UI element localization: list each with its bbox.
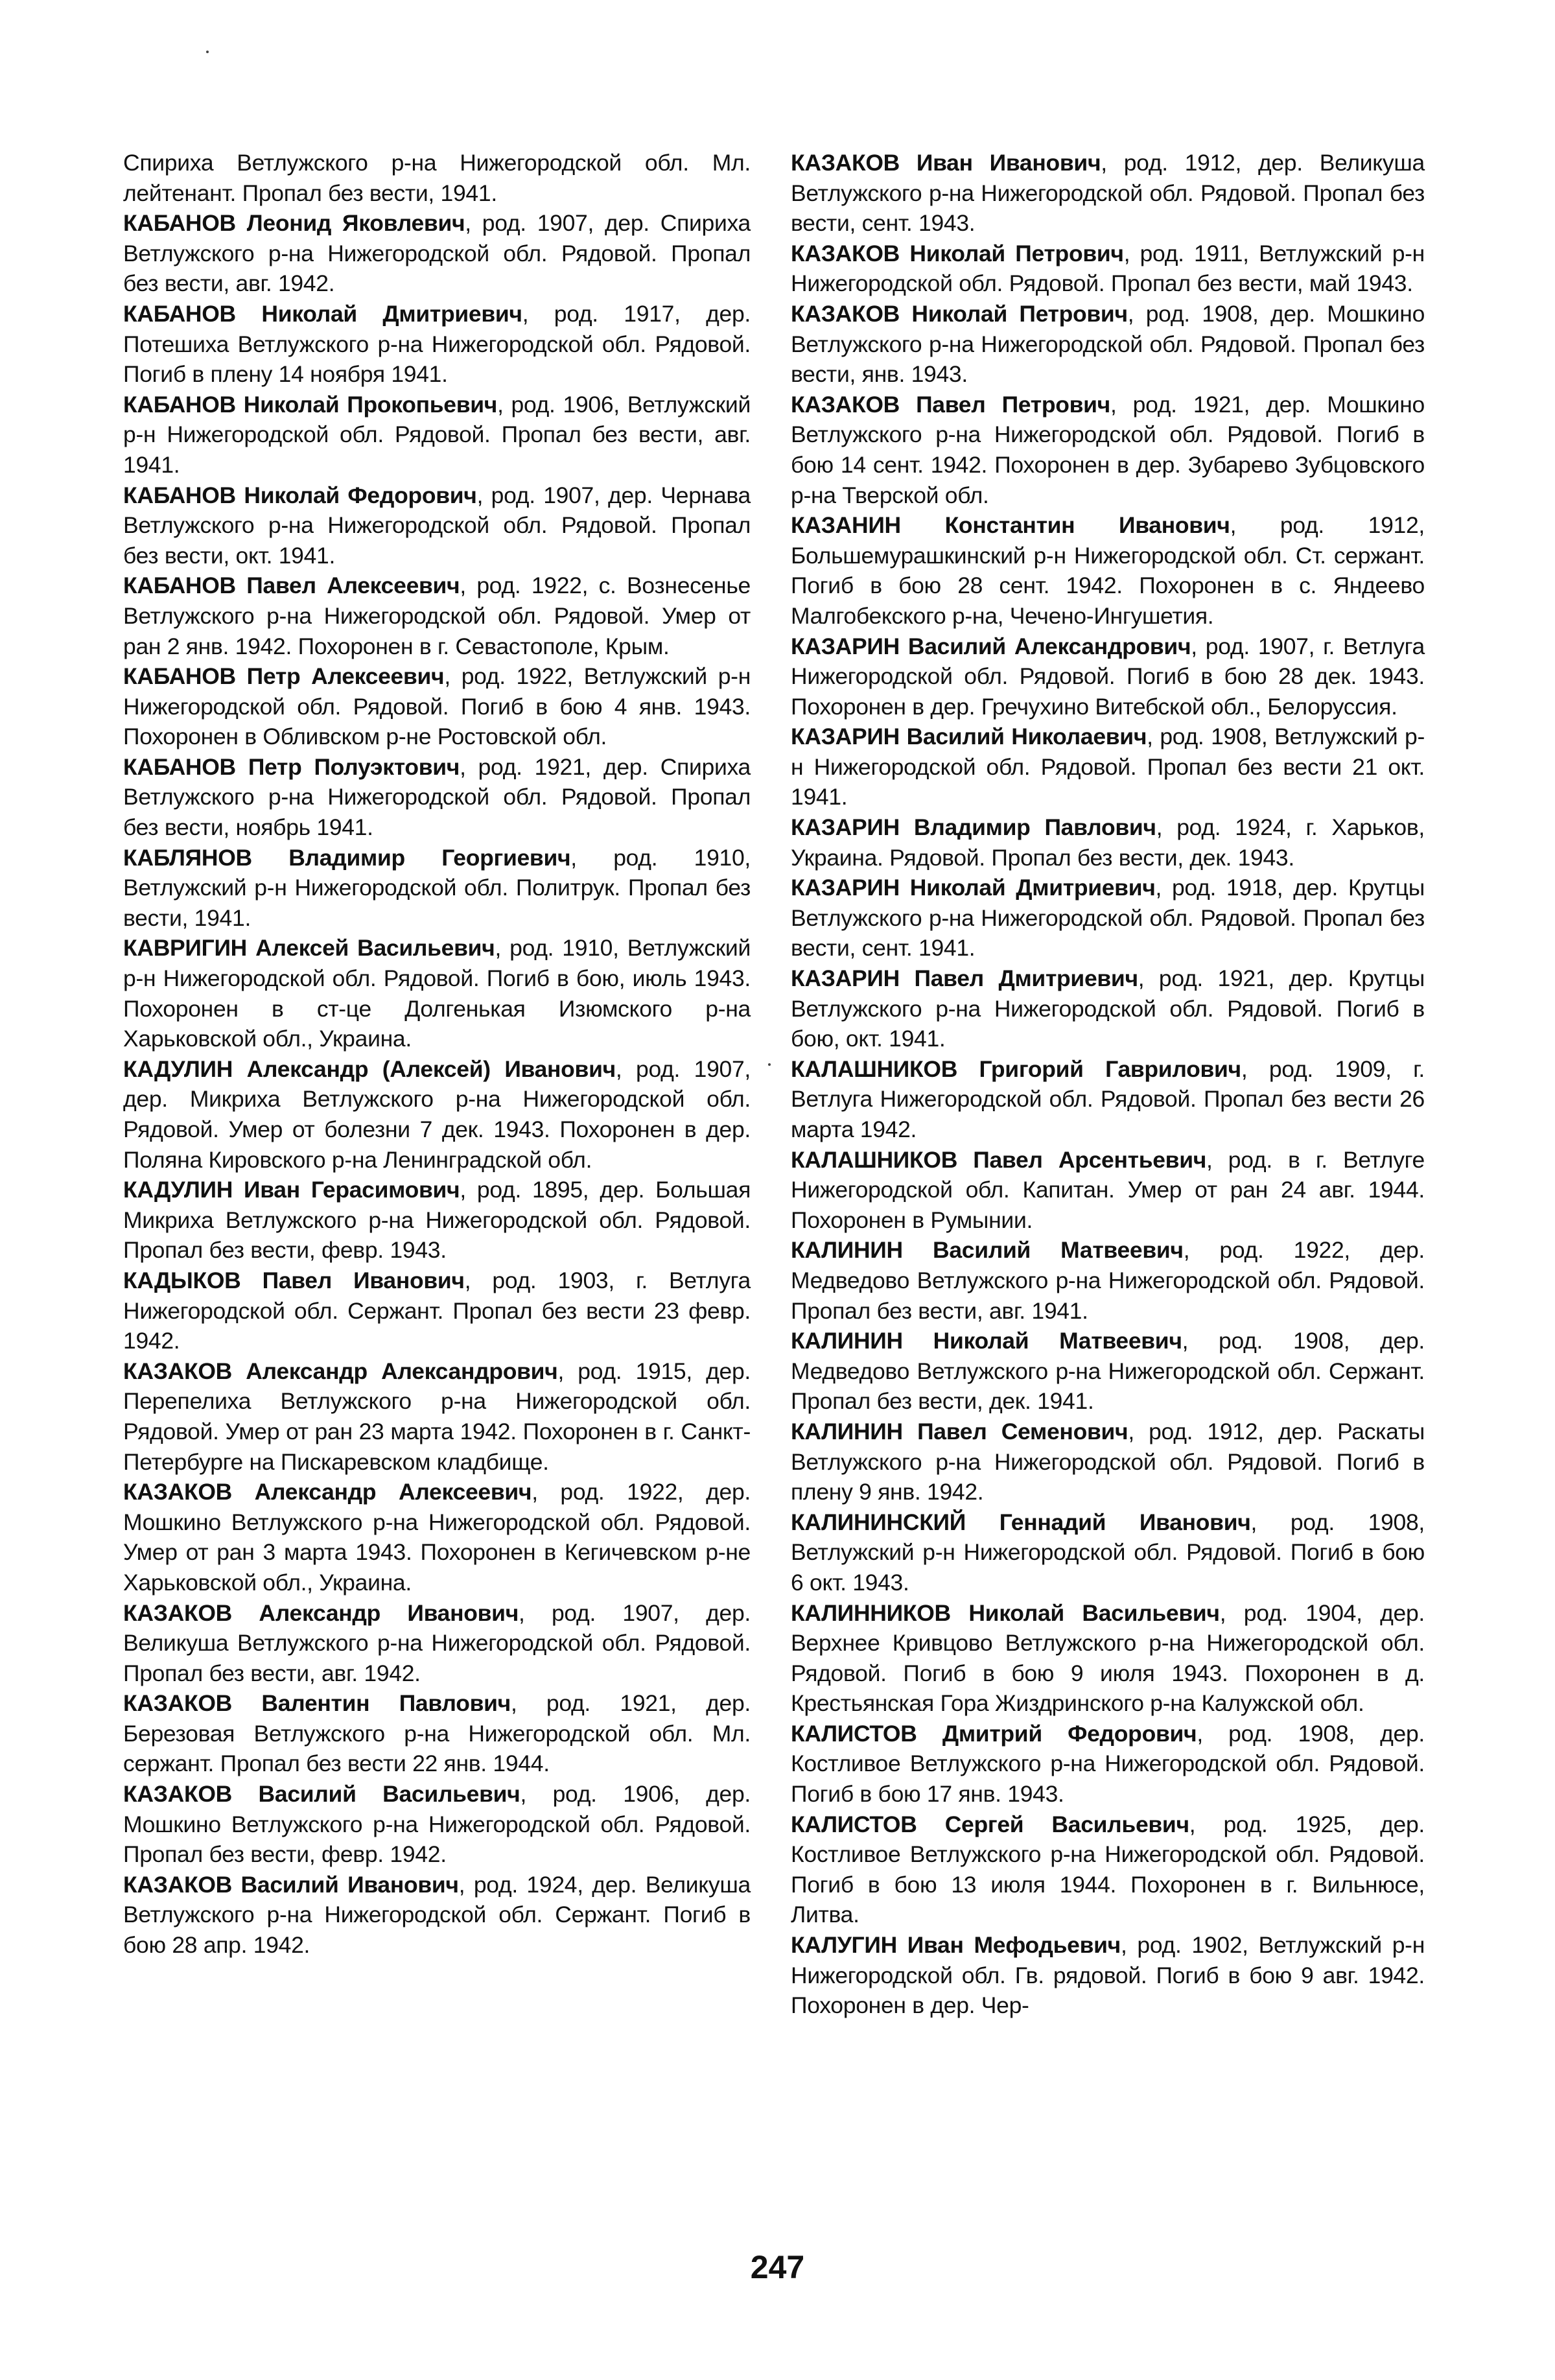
entry-name: КАЗАРИН Владимир Павлович [791,814,1156,841]
entry-details: , род. 1924, дер. Великуша Ветлужского р-на Нижегородской обл. Сержант. Погиб в бою 28 апр. 1942. [123,1871,751,1959]
memorial-entry [791,1145,1425,1236]
memorial-entry [123,148,751,208]
entry-details: , род. 1912, дер. Великуша Ветлужского р-на Нижегородской обл. Рядовой. Пропал без вести, сент. 1943. [791,150,1425,237]
entry-details: , род. 1924, г. Харьков, Украина. Рядовой. Пропал без вести, дек. 1943. [791,814,1425,871]
column-right [791,148,1425,2021]
entry-name: КАБАНОВ Петр Алексеевич [123,663,445,690]
page-number: 247 [750,2249,805,2285]
entry-details: , род. 1904, дер. Верхнее Кривцово Ветлужского р-на Нижегородской обл. Рядовой. Погиб в бою 9 июля 1943. Похоронен в д. Крестьянская Гора Жиздринского р-на Калужской обл. [791,1599,1425,1717]
entry-name: КАБАНОВ Павел Алексеевич [123,572,460,599]
memorial-entry [123,299,751,390]
memorial-entry [791,722,1425,812]
entry-name: КАЛИНИН Николай Матвеевич [791,1328,1182,1354]
entry-details: , род. 1909, г. Ветлуга Нижегородской обл. Рядовой. Пропал без вести 26 марта 1942. [791,1055,1425,1142]
entry-details: , род. 1917, дер. Потешиха Ветлужского р-на Нижегородской обл. Рядовой. Погиб в плену 14 ноября 1941. [123,300,751,388]
entry-name: КАЛИНИНСКИЙ Геннадий Иванович [791,1509,1251,1535]
memorial-entry [123,571,751,661]
entry-details: , род. 1908, дер. Медведово Ветлужского р-на Нижегородской обл. Сержант. Пропал без вести, дек. 1941. [791,1328,1425,1415]
entry-name: КАБАНОВ Петр Полуэктович [123,753,460,780]
memorial-entry [123,208,751,299]
entry-name: КАЛИНИН Василий Матвеевич [791,1237,1184,1264]
memorial-entry [791,239,1425,299]
entry-name: КАЗАРИН Василий Николаевич [791,724,1147,750]
entry-name: КАЗАКОВ Василий Васильевич [123,1781,520,1808]
entry-name: КАЗАКОВ Иван Иванович [791,150,1101,176]
entry-name: КАДУЛИН Иван Герасимович [123,1177,460,1203]
entry-details: , род. 1908, дер. Костливое Ветлужского р-на Нижегородской обл. Рядовой. Погиб в бою 17 янв. 1943. [791,1720,1425,1808]
entry-name: КАБЛЯНОВ Владимир Георгиевич [123,844,571,871]
entry-details: , род. 1903, г. Ветлуга Нижегородской обл. Сержант. Пропал без вести 23 февр. 1942. [123,1267,751,1354]
memorial-entry [791,1326,1425,1417]
entry-name: КАДЫКОВ Павел Иванович [123,1267,465,1293]
entry-details: , род. 1922, дер. Медведово Ветлужского р-на Нижегородской обл. Рядовой. Пропал без вести, авг. 1941. [791,1237,1425,1324]
entry-details: , род. 1915, дер. Перепелиха Ветлужского р-на Нижегородской обл. Рядовой. Умер от ран 23 марта 1942. Похоронен в г. Санкт-Петербурге на Пискаревском кладбище. [123,1358,751,1475]
entry-details: , род. 1910, Ветлужский р-н Нижегородской обл. Рядовой. Погиб в бою, июль 1943. Похоронен в ст-це Долгенькая Изюмского р-на Харьковской обл., Украина. [123,935,751,1052]
entry-name: КАЗАКОВ Николай Петрович [791,300,1128,327]
entry-name: КАЗАКОВ Валентин Павлович [123,1690,511,1717]
memorial-entry [791,1809,1425,1930]
memorial-entry [791,1719,1425,1809]
entry-name: КАБАНОВ Николай Дмитриевич [123,300,522,327]
entry-name: КАЗАРИН Василий Александрович [791,633,1191,659]
memorial-entry [791,148,1425,239]
entry-details: , род. 1921, дер. Крутцы Ветлужского р-на Нижегородской обл. Рядовой. Погиб в бою, окт. 1941. [791,965,1425,1052]
memorial-entry [123,1598,751,1689]
entry-details: , род. 1907, дер. Спириха Ветлужского р-на Нижегородской обл. Рядовой. Пропал без вести, авг. 1942. [123,210,751,297]
memorial-entry [123,1175,751,1266]
entry-name: КАЗАКОВ Василий Иванович [123,1871,459,1898]
memorial-entry [791,631,1425,722]
memorial-entry [791,1054,1425,1145]
memorial-entry [123,480,751,571]
memorial-entry [123,1688,751,1779]
entry-details: , род. 1907, дер. Микриха Ветлужского р-на Нижегородской обл. Рядовой. Умер от болезни 7 дек. 1943. Похоронен в дер. Поляна Кировского р-на Ленинградской обл. [123,1055,751,1173]
entry-details: , род. 1908, дер. Мошкино Ветлужского р-на Нижегородской обл. Рядовой. Пропал без вести, янв. 1943. [791,300,1425,388]
memorial-entry [791,963,1425,1054]
scan-speck [206,51,209,53]
entry-details: , род. 1922, Ветлужский р-н Нижегородской обл. Рядовой. Погиб в бою 4 янв. 1943. Похоронен в Обливском р-не Ростовской обл. [123,663,751,750]
memorial-entry [123,1870,751,1961]
entry-name: КАЗАКОВ Александр Иванович [123,1599,519,1626]
entry-details: , род. 1908, Ветлужский р-н Нижегородской обл. Рядовой. Пропал без вести 21 окт. 1941. [791,724,1425,810]
entry-name: КАДУЛИН Александр (Алексей) Иванович [123,1055,616,1082]
entry-details: , род. 1906, дер. Мошкино Ветлужского р-на Нижегородской обл. Рядовой. Пропал без вести, февр. 1942. [123,1781,751,1868]
entry-name: КАВРИГИН Алексей Васильевич [123,935,495,961]
entry-details: , род. 1912, Большемурашкинский р-н Нижегородской обл. Ст. сержант. Погиб в бою 28 сент. 1942. Похоронен в с. Яндеево Малгобекского р-на, Чечено-Ингушетия. [791,512,1425,629]
memorial-entry [791,299,1425,390]
memorial-entry [123,1266,751,1356]
entry-name: КАЗАНИН Константин Иванович [791,512,1230,539]
entry-name: КАЛАШНИКОВ Павел Арсентьевич [791,1146,1207,1173]
memorial-entry [791,1930,1425,2021]
entry-details: , род. 1911, Ветлужский р-н Нижегородской обл. Рядовой. Пропал без вести, май 1943. [791,240,1425,297]
memorial-entry [123,1356,751,1477]
entry-name: КАБАНОВ Николай Федорович [123,482,477,508]
entry-details: , род. 1918, дер. Крутцы Ветлужского р-на Нижегородской обл. Рядовой. Пропал без вести, сент. 1941. [791,875,1425,961]
entry-details: , род. 1910, Ветлужский р-н Нижегородской обл. Политрук. Пропал без вести, 1941. [123,844,751,931]
entry-details: , род. 1907, дер. Чернава Ветлужского р-на Нижегородской обл. Рядовой. Пропал без вести, окт. 1941. [123,482,751,569]
memorial-entry [123,933,751,1054]
entry-name: КАЗАКОВ Павел Петрович [791,391,1110,418]
column-left [123,148,751,1961]
entry-name: КАБАНОВ Леонид Яковлевич [123,210,465,237]
entry-details: , род. 1907, г. Ветлуга Нижегородской обл. Рядовой. Погиб в бою 28 дек. 1943. Похоронен в дер. Гречухино Витебской обл., Белоруссия. [791,633,1425,720]
memorial-entry [123,1779,751,1870]
entry-name: КАЛИНИН Павел Семенович [791,1418,1128,1444]
entry-name: КАБАНОВ Николай Прокопьевич [123,391,498,418]
entry-details: , род. 1922, дер. Мошкино Ветлужского р-на Нижегородской обл. Рядовой. Умер от ран 3 марта 1943. Похоронен в Кегичевском р-не Харьковской обл., Украина. [123,1479,751,1596]
memorial-entry [791,1235,1425,1326]
entry-name: КАЛИННИКОВ Николай Васильевич [791,1599,1220,1626]
entry-name: КАЛИСТОВ Сергей Васильевич [791,1811,1189,1837]
entry-name: КАЛУГИН Иван Мефодьевич [791,1932,1121,1959]
entry-details: , род. 1912, дер. Раскаты Ветлужского р-на Нижегородской обл. Рядовой. Погиб в плену 9 янв. 1942. [791,1418,1425,1505]
memorial-entry [791,390,1425,510]
entry-name: КАЛИСТОВ Дмитрий Федорович [791,1720,1197,1747]
entry-details: , род. 1908, Ветлужский р-н Нижегородской обл. Рядовой. Погиб в бою 6 окт. 1943. [791,1509,1425,1596]
entry-name: КАЗАКОВ Александр Александрович [123,1358,558,1384]
memorial-entry [123,752,751,843]
entry-name: КАЗАКОВ Александр Алексеевич [123,1479,532,1505]
memorial-entry [123,1477,751,1597]
entry-details: , род. 1902, Ветлужский р-н Нижегородской обл. Гв. рядовой. Погиб в бою 9 авг. 1942. Похоронен в дер. Чер- [791,1932,1425,2019]
entry-name: КАЗАРИН Павел Дмитриевич [791,965,1138,992]
entry-details: , род. 1925, дер. Костливое Ветлужского р-на Нижегородской обл. Рядовой. Погиб в бою 13 июля 1944. Похоронен в г. Вильнюсе, Литва. [791,1811,1425,1928]
entry-details: , род. 1921, дер. Березовая Ветлужского р-на Нижегородской обл. Мл. сержант. Пропал без вести 22 янв. 1944. [123,1690,751,1777]
entry-name: КАЗАКОВ Николай Петрович [791,240,1124,266]
scan-speck [768,1063,771,1066]
entry-details: , род. 1907, дер. Великуша Ветлужского р-на Нижегородской обл. Рядовой. Пропал без вести, авг. 1942. [123,1599,751,1686]
memorial-entry [123,843,751,934]
entry-name: КАЗАРИН Николай Дмитриевич [791,875,1156,901]
memorial-entry [123,1054,751,1175]
entry-details: , род. 1895, дер. Большая Микриха Ветлужского р-на Нижегородской обл. Рядовой. Пропал без вести, февр. 1943. [123,1177,751,1264]
memorial-entry [791,1417,1425,1507]
entry-name: КАЛАШНИКОВ Григорий Гаврилович [791,1055,1241,1082]
entry-details: , род. 1922, с. Вознесенье Ветлужского р-на Нижегородской обл. Рядовой. Умер от ран 2 янв. 1942. Похоронен в г. Севастополе, Крым. [123,572,751,659]
entry-details: Спириха Ветлужского р-на Нижегородской обл. Мл. лейтенант. Пропал без вести, 1941. [123,150,751,206]
entry-details: , род. 1921, дер. Спириха Ветлужского р-на Нижегородской обл. Рядовой. Пропал без вести, ноябрь 1941. [123,753,751,841]
entry-details: , род. 1921, дер. Мошкино Ветлужского р-на Нижегородской обл. Рядовой. Погиб в бою 14 сент. 1942. Похоронен в дер. Зубарево Зубцовского р-на Тверской обл. [791,391,1425,508]
memorial-entry [791,1598,1425,1719]
memorial-entry [791,1507,1425,1598]
memorial-entry [791,873,1425,963]
memorial-entry [123,661,751,752]
entry-details: , род. 1906, Ветлужский р-н Нижегородской обл. Рядовой. Пропал без вести, авг. 1941. [123,391,751,478]
entry-details: , род. в г. Ветлуге Нижегородской обл. Капитан. Умер от ран 24 авг. 1944. Похоронен в Румынии. [791,1146,1425,1233]
memorial-entry [123,390,751,480]
memorial-entry [791,812,1425,873]
memorial-entry [791,510,1425,631]
